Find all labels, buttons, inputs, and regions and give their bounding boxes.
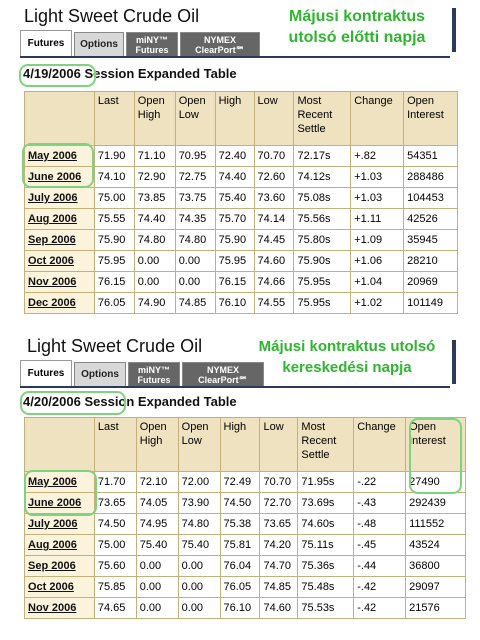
contract-month-link[interactable]: July 2006 (25, 188, 95, 209)
panel2-annotation (238, 336, 456, 378)
contract-month-link[interactable]: June 2006 (25, 493, 95, 514)
panel2-title: Light Sweet Crude Oil (27, 336, 203, 356)
table-cell: 72.70 (260, 493, 298, 514)
table-cell: 74.35 (175, 209, 215, 230)
table-cell: 74.50 (94, 514, 136, 535)
panel1-tab-underline (20, 56, 450, 58)
table-cell: +1.02 (351, 293, 404, 314)
table-row (25, 598, 466, 619)
tab-futures[interactable]: Futures (20, 30, 72, 56)
table-cell: 42526 (404, 209, 458, 230)
table-cell: 74.80 (134, 230, 175, 251)
table-cell: 0.00 (178, 598, 220, 619)
table-cell: 74.05 (136, 493, 178, 514)
table-cell: 75.48s (298, 577, 354, 598)
table-cell: +1.11 (351, 209, 404, 230)
panel1-date: 4/19/2006 (23, 66, 81, 81)
table-cell: 75.90 (94, 230, 134, 251)
table-cell: 75.95s (294, 272, 351, 293)
table-cell: 29097 (406, 577, 466, 598)
table-cell: 111552 (406, 514, 466, 535)
table-cell: 0.00 (136, 556, 178, 577)
table-cell: 73.90 (178, 493, 220, 514)
contract-month-link[interactable]: Sep 2006 (25, 556, 95, 577)
column-header: Open Low (178, 418, 220, 472)
table-row (25, 272, 458, 293)
column-header: Change (354, 418, 406, 472)
column-header: Last (94, 418, 136, 472)
table-cell: +1.09 (351, 230, 404, 251)
column-header: Low (260, 418, 298, 472)
table-cell: 36800 (406, 556, 466, 577)
contract-month-link[interactable]: Dec 2006 (25, 293, 95, 314)
table-cell: 70.70 (254, 146, 294, 167)
panel2-header-row (25, 418, 466, 472)
table-cell: 75.36s (298, 556, 354, 577)
table-cell: 74.85 (175, 293, 215, 314)
panel1-table (24, 91, 458, 314)
panel1-tabs (20, 30, 262, 56)
table-cell: -.44 (354, 556, 406, 577)
table-cell: 76.05 (220, 577, 260, 598)
table-cell: 74.45 (254, 230, 294, 251)
table-cell: 74.65 (94, 598, 136, 619)
table-cell: 74.20 (260, 535, 298, 556)
table-cell: 75.80s (294, 230, 351, 251)
tab-futures[interactable]: Futures (20, 360, 72, 386)
table-cell: 43524 (406, 535, 466, 556)
contract-month-link[interactable]: July 2006 (25, 514, 95, 535)
table-cell: +.82 (351, 146, 404, 167)
table-cell: 0.00 (136, 598, 178, 619)
table-cell: 75.00 (94, 188, 134, 209)
table-cell: 75.95s (294, 293, 351, 314)
column-header: High (215, 92, 254, 146)
tab-miny-futures[interactable]: miNY™ Futures (126, 32, 178, 56)
panel1-header-row (25, 92, 458, 146)
table-cell: 71.90 (94, 146, 134, 167)
table-row (25, 209, 458, 230)
panel1-subtitle: Session Expanded Table (80, 66, 237, 81)
table-cell: 74.60s (298, 514, 354, 535)
panel1-may-june-highlight (22, 143, 94, 188)
table-cell: 73.65 (94, 493, 136, 514)
panel2-accent-bar (452, 340, 456, 384)
table-cell: 74.12s (294, 167, 351, 188)
table-cell: 74.40 (134, 209, 175, 230)
contract-month-link[interactable]: Aug 2006 (25, 209, 95, 230)
table-cell: 70.95 (175, 146, 215, 167)
table-cell: 75.90s (294, 251, 351, 272)
column-header: Open High (136, 418, 178, 472)
table-cell: 75.53s (298, 598, 354, 619)
table-cell: 76.10 (220, 598, 260, 619)
table-row (25, 188, 458, 209)
table-cell: 76.05 (94, 293, 134, 314)
panel2-date: 4/20/2006 (23, 394, 81, 409)
table-cell: 35945 (404, 230, 458, 251)
table-cell: 104453 (404, 188, 458, 209)
panel2-subtitle: Session Expanded Table (80, 394, 237, 409)
column-header: Most Recent Settle (298, 418, 354, 472)
table-cell: 0.00 (136, 577, 178, 598)
table-cell: 74.80 (175, 230, 215, 251)
table-cell: 73.65 (260, 514, 298, 535)
table-cell: +1.03 (351, 167, 404, 188)
table-cell: 75.70 (215, 209, 254, 230)
tab-miny-futures[interactable]: miNY™ Futures (128, 362, 180, 386)
table-cell: 75.40 (215, 188, 254, 209)
table-cell: 75.40 (136, 535, 178, 556)
table-cell: 73.85 (134, 188, 175, 209)
table-cell: +1.03 (351, 188, 404, 209)
table-cell: 0.00 (134, 251, 175, 272)
table-row (25, 577, 466, 598)
table-cell: 71.70 (94, 472, 136, 493)
table-cell: -.22 (354, 472, 406, 493)
table-cell: -.42 (354, 577, 406, 598)
panel1-date-highlight (19, 64, 96, 87)
table-cell: 75.60 (94, 556, 136, 577)
panel2-tab-underline (20, 386, 450, 388)
panel1-annotation-line1: Májusi kontraktus (288, 8, 426, 25)
table-cell: 73.75 (175, 188, 215, 209)
table-cell: 74.55 (254, 293, 294, 314)
table-cell: 0.00 (178, 556, 220, 577)
table-cell: 28210 (404, 251, 458, 272)
panel2-may-june-highlight (24, 470, 97, 516)
table-cell: 74.50 (220, 493, 260, 514)
table-cell: 75.85 (94, 577, 136, 598)
panel2-table (24, 417, 466, 619)
contract-month-link[interactable]: May 2006 (25, 472, 95, 493)
table-cell: -.43 (354, 493, 406, 514)
panel2-open-interest-highlight (409, 418, 462, 494)
table-cell: 75.00 (94, 535, 136, 556)
panel2-date-highlight (20, 391, 126, 415)
table-cell: 75.40 (178, 535, 220, 556)
contract-month-link[interactable]: Nov 2006 (25, 272, 95, 293)
table-cell: -.42 (354, 598, 406, 619)
contract-month-link[interactable]: Sep 2006 (25, 230, 95, 251)
tab-nymex-clearport[interactable]: NYMEX ClearPort℠ (180, 32, 260, 56)
contract-month-link[interactable]: Oct 2006 (25, 577, 95, 598)
table-cell: 73.60 (254, 188, 294, 209)
panel1-title: Light Sweet Crude Oil (24, 6, 200, 26)
table-cell: 27490 (406, 472, 466, 493)
table-cell: 292439 (406, 493, 466, 514)
table-cell: 75.55 (94, 209, 134, 230)
table-cell: 76.15 (215, 272, 254, 293)
table-cell: 0.00 (134, 272, 175, 293)
contract-month-link[interactable]: Oct 2006 (25, 251, 95, 272)
table-cell: +1.04 (351, 272, 404, 293)
table-cell: 75.95 (94, 251, 134, 272)
contract-month-link[interactable]: Nov 2006 (25, 598, 95, 619)
table-cell: 72.75 (175, 167, 215, 188)
table-cell: 72.00 (178, 472, 220, 493)
table-cell: 74.70 (260, 556, 298, 577)
column-header: Low (254, 92, 294, 146)
column-header: Open Low (175, 92, 215, 146)
panel2-annotation-line1: Májusi kontraktus utolsó (258, 338, 436, 355)
table-cell: 76.10 (215, 293, 254, 314)
table-cell: 74.66 (254, 272, 294, 293)
column-header: Change (351, 92, 404, 146)
tab-options[interactable]: Options (74, 362, 126, 386)
panel2-tabs (20, 360, 266, 386)
table-cell: 0.00 (175, 272, 215, 293)
table-row (25, 535, 466, 556)
table-cell: 72.40 (215, 146, 254, 167)
table-cell: 70.70 (260, 472, 298, 493)
table-cell: 20969 (404, 272, 458, 293)
table-cell: 75.95 (215, 251, 254, 272)
panel1-annotation (272, 6, 442, 48)
table-cell: 288486 (404, 167, 458, 188)
table-cell: 74.95 (136, 514, 178, 535)
table-row (25, 230, 458, 251)
table-cell: 71.95s (298, 472, 354, 493)
column-header: Open High (134, 92, 175, 146)
table-cell: 74.90 (134, 293, 175, 314)
table-cell: 74.60 (254, 251, 294, 272)
panel1-annotation-line2: utolsó előtti napja (288, 29, 426, 46)
table-cell: 0.00 (175, 251, 215, 272)
table-cell: 75.38 (220, 514, 260, 535)
table-cell: 72.60 (254, 167, 294, 188)
table-row (25, 293, 458, 314)
tab-options[interactable]: Options (74, 32, 124, 56)
table-cell: 101149 (404, 293, 458, 314)
table-cell: 74.40 (215, 167, 254, 188)
table-cell: 74.10 (94, 167, 134, 188)
table-cell: 71.10 (134, 146, 175, 167)
table-cell: 74.85 (260, 577, 298, 598)
table-row (25, 251, 458, 272)
table-cell: -.45 (354, 535, 406, 556)
table-cell: 74.14 (254, 209, 294, 230)
table-cell: -.48 (354, 514, 406, 535)
table-cell: 21576 (406, 598, 466, 619)
table-cell: +1.06 (351, 251, 404, 272)
table-row (25, 514, 466, 535)
table-cell: 75.08s (294, 188, 351, 209)
header-blank (25, 418, 95, 472)
table-cell: 54351 (404, 146, 458, 167)
column-header: Open Interest (404, 92, 458, 146)
table-cell: 75.90 (215, 230, 254, 251)
table-cell: 74.80 (178, 514, 220, 535)
column-header: Open Interest (406, 418, 466, 472)
table-cell: 76.15 (94, 272, 134, 293)
table-cell: 72.10 (136, 472, 178, 493)
table-cell: 72.90 (134, 167, 175, 188)
table-cell: 75.81 (220, 535, 260, 556)
column-header: High (220, 418, 260, 472)
table-cell: 75.56s (294, 209, 351, 230)
table-cell: 75.11s (298, 535, 354, 556)
tab-nymex-clearport[interactable]: NYMEX ClearPort℠ (182, 362, 264, 386)
contract-month-link[interactable]: May 2006 (25, 146, 95, 167)
contract-month-link[interactable]: June 2006 (25, 167, 95, 188)
table-cell: 0.00 (178, 577, 220, 598)
header-blank (25, 92, 95, 146)
table-cell: 76.04 (220, 556, 260, 577)
panel1-accent-bar (452, 8, 456, 52)
table-cell: 72.49 (220, 472, 260, 493)
panel2-annotation-line2: kereskedési napja (282, 359, 412, 376)
contract-month-link[interactable]: Aug 2006 (25, 535, 95, 556)
column-header: Last (94, 92, 134, 146)
column-header: Most Recent Settle (294, 92, 351, 146)
table-cell: 72.17s (294, 146, 351, 167)
table-cell: 74.60 (260, 598, 298, 619)
table-cell: 73.69s (298, 493, 354, 514)
table-row (25, 556, 466, 577)
